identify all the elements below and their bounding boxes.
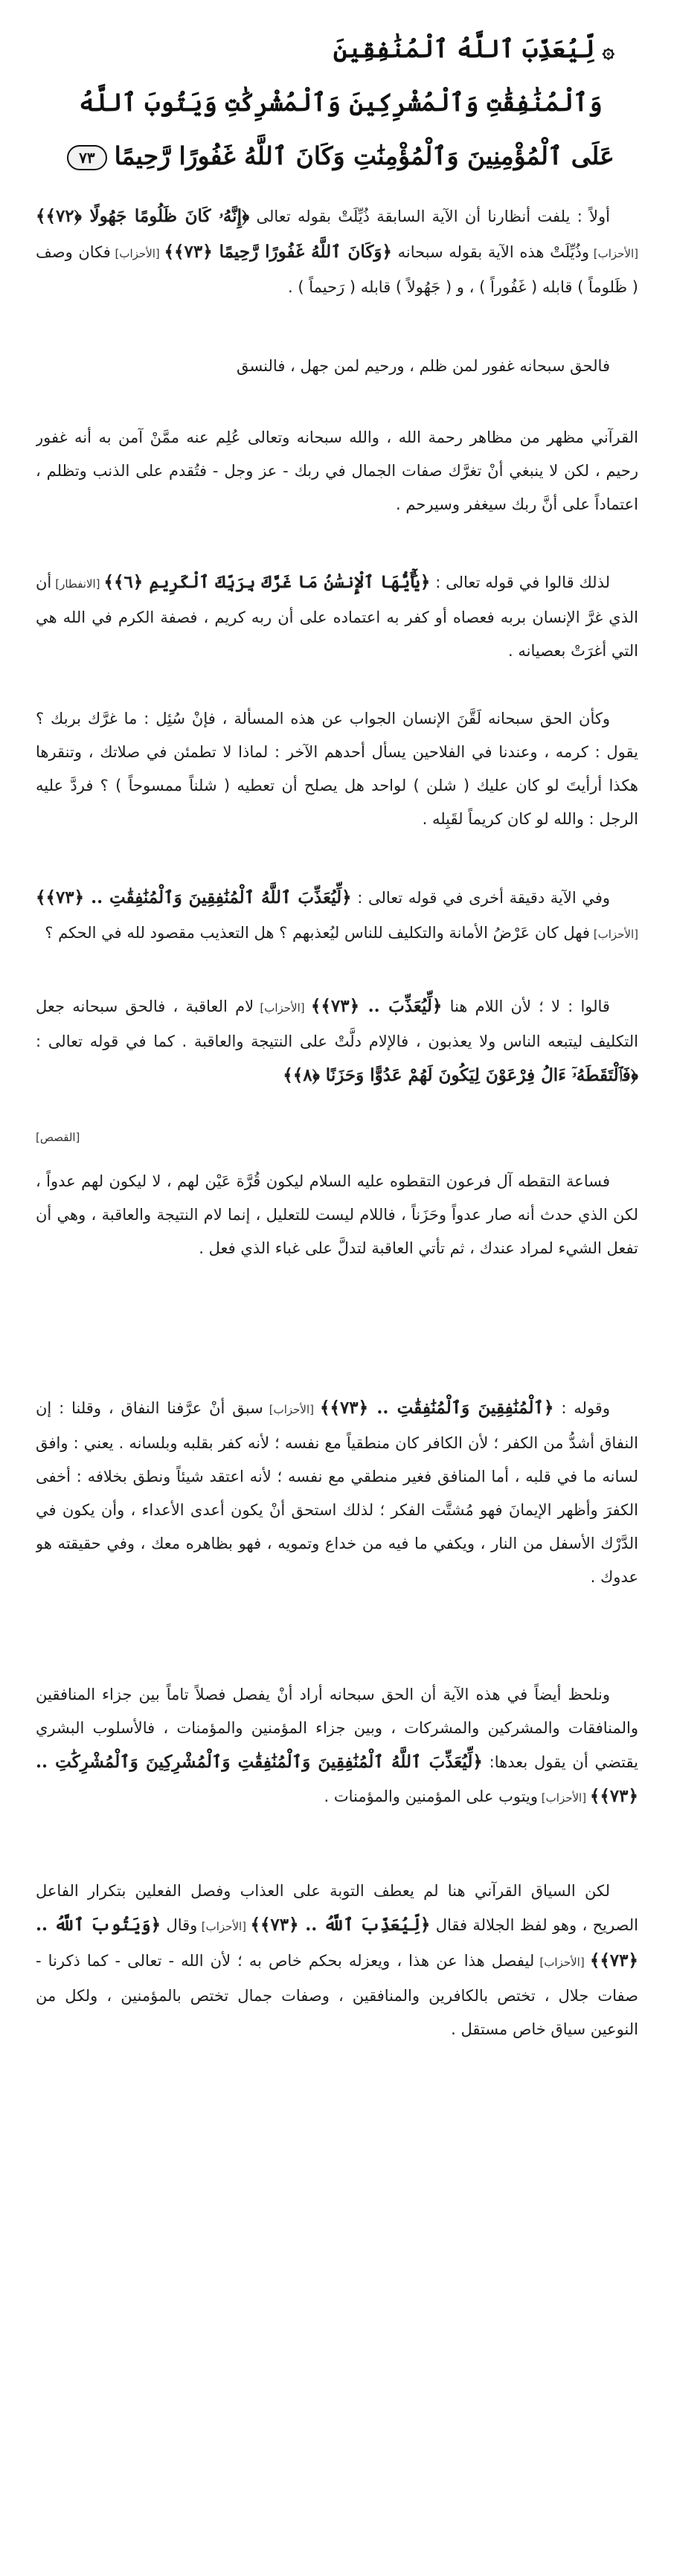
paragraph-text: وكأن الحق سبحانه لَقَّنَ الإنسان الجواب عن هذه المسألة ، فإنْ سُئِل : ما غرَّك بربك ؟ يقول : كرمه ، وعندنا في الفلاحين يسأل أحدهم الآخر : لماذا لا تطمئن في صلاتك ، وتنقرها هكذا أرأيتَ لو كان عليك ( شلن ) لواحد هل يصلح أن تعطيه ( شلناً ممسوحاً ) ؟ فردَّ عليه الرجل : والله لو كان كريماً لقَبِله . bbox=[36, 710, 638, 828]
verse-line-2: وَٱلْمُنَٰفِقَٰتِ وَٱلْمُشْرِكِينَ وَٱلْمُشْرِكَٰتِ وَيَتُوبَ ٱللَّهُ bbox=[79, 88, 603, 117]
paragraph-text: لام العاقبة ، فالحق سبحانه جعل التكليف ليتبعه الناس ولا يعذبون ، فالإلام دلَّتْ على النتيجة والعاقبة . كما في قوله تعالى : bbox=[36, 998, 638, 1050]
paragraph bbox=[36, 702, 638, 873]
surah-reference: [الانفطار] bbox=[51, 577, 104, 591]
paragraph-text: ويتوب على المؤمنين والمؤمنات . bbox=[324, 1788, 539, 1805]
verse-line-3 bbox=[67, 129, 614, 183]
quran-quote: ﴿لِّيُعَذِّبَ ٱللَّهُ ٱلْمُنَٰفِقِينَ وَٱلْمُنَٰفِقَٰتِ .. ﴿٧٣﴾﴾ bbox=[36, 887, 352, 908]
paragraph-text: وقال bbox=[161, 1916, 198, 1934]
paragraph-text: ليفصل هذا عن هذا ، ويعزله بحكم خاص به ؛ لأن الله - تعالى - كما ذكرنا - صفات جلال ، تختص بالكافرين والمنافقين ، وصفات جمال تختص بالمؤمنين ، ولكل من النوعين سياق خاص مستقل . bbox=[36, 1952, 638, 2038]
verse-line-3-text: عَلَى ٱلْمُؤْمِنِينَ وَٱلْمُؤْمِنَٰتِ وَكَانَ ٱللَّهُ غَفُورًا رَّحِيمًا bbox=[114, 141, 614, 170]
paragraph bbox=[36, 1165, 638, 1299]
surah-reference: [الأحزاب] bbox=[538, 1791, 590, 1805]
quran-quote: ﴿لِّيُعَذِّبَ .. ﴿٧٣﴾﴾ bbox=[310, 996, 443, 1016]
surah-reference: [الأحزاب] bbox=[197, 1920, 251, 1933]
paragraph-text: وقوله : bbox=[553, 1399, 610, 1417]
paragraph-text: فالحق سبحانه غفور لمن ظلم ، ورحيم لمن جهل ، فالنسق bbox=[236, 357, 610, 375]
quran-verse bbox=[67, 22, 614, 193]
surah-reference: [الأحزاب] bbox=[263, 1403, 320, 1416]
paragraph bbox=[36, 1391, 638, 1659]
paragraph bbox=[36, 421, 638, 559]
surah-reference: [الأحزاب] bbox=[534, 1956, 590, 1969]
paragraph-text: فهل كان عَرْضُ الأمانة والتكليف للناس ليُعذبهم ؟ هل التعذيب مقصود لله في الحكم ؟ bbox=[45, 924, 590, 942]
quran-quote: ﴿وَكَانَ ٱللَّهُ غَفُورًا رَّحِيمًا ﴿٧٣﴾﴾ bbox=[164, 242, 392, 262]
paragraph bbox=[36, 1875, 638, 2090]
paragraph bbox=[36, 881, 638, 985]
quran-quote: ﴿لِّيُعَذِّبَ ٱللَّهُ ٱلْمُنَٰفِقِينَ وَٱلْمُنَٰفِقَٰتِ وَٱلْمُشْرِكِينَ وَٱلْمُشْرِكَٰتِ .. ﴿٧٣﴾﴾ bbox=[36, 1752, 638, 1806]
paragraph-text: القرآني مظهر من مظاهر رحمة الله ، والله سبحانه وتعالى عُلِم عنه ممَّنْ آمن به أنه غفور رحيم ، لكن لا ينبغي أنْ تغرَّك صفات الجمال في ربك - عز وجل - فتُقدم على الذنب وتظلم ، اعتماداً على أنَّ ربك سيغفر وسيرحم . bbox=[36, 428, 638, 513]
paragraph-text: وذُيِّلَتْ هذه الآية بقوله سبحانه bbox=[391, 243, 590, 261]
surah-reference: [الأحزاب] bbox=[254, 1001, 311, 1015]
quran-quote: ﴿وَيَتُوبَ ٱللَّهُ .. ﴿٧٣﴾﴾ bbox=[36, 1915, 638, 1970]
paragraph-text: أولاً : يلفت أنظارنا أن الآية السابقة ذُيِّلَتْ بقوله تعالى bbox=[249, 208, 611, 225]
paragraph-text: فكان وصف ( ظَلوماً ) قابله ( غَفُوراً ) ، و ( جَهُولاً ) قابله ( رَحيماً ) . bbox=[36, 243, 638, 296]
paragraph-text: أن الذي غرَّ الإنسان بربه فعصاه أو كفر به اعتماده على أن ربه كريم ، فصفة الكرم في الله هي التي أغرَتْ بعصيانه . bbox=[36, 574, 638, 660]
verse-line-1 bbox=[67, 22, 614, 76]
paragraph-text: ونلحظ أيضاً في هذه الآية أن الحق سبحانه أراد أنْ يفصل فصلاً تاماً بين جزاء المنافقين والمنافقات والمشركين والمشركات ، وبين جزاء المؤمنين والمؤمنات ، فالأسلوب البشري يقتضي أن يقول بعدها: bbox=[36, 1686, 638, 1771]
surah-reference: [القصص] bbox=[36, 1131, 80, 1144]
quran-quote: ﴿ٱلْمُنَٰفِقِينَ وَٱلْمُنَٰفِقَٰتِ .. ﴿٧٣﴾﴾ bbox=[319, 1398, 554, 1418]
paragraph-text: لذلك قالوا في قوله تعالى : bbox=[430, 574, 611, 591]
paragraph-text: سبق أنْ عرَّفنا النفاق ، وقلنا : إن النفاق أشدُّ من الكفر ؛ لأن الكافر كان منطقياً مع نفسه ؛ لأنه كفر بقلبه وبلسانه . يعني : وافق لسانه ما في قلبه ، أما المنافق فغير منطقي مع نفسه ؛ لأنه اعتقد شيئاً ونطق بخلافه : أخفى الكفرَ وأظهر الإيمانَ فهو مُشتَّت الفكر ؛ لذلك استحق أنْ يكون أعدى الأعداء ، وأن يكون في الدَّرْك الأسفل من النار ، ويكفي ما فيه من خداع وتمويه ، فهو بظاهره معك ، وفي حقيقته هو عدوك . bbox=[36, 1399, 638, 1586]
paragraph-text: فساعة التقطه آل فرعون التقطوه عليه السلام ليكون قُرَّة عَيْن لهم ، لا ليكون لهم عدواً ، لكن الذي حدث أنه صار عدواً وحَزَناً ، فاللام ليست للتعليل ، إنما لام النتيجة والعاقبة ، وهي أن تفعل الشيء لمراد عندك ، ثم تأتي العاقبة لتدلَّ على غباء الذي فعل . bbox=[36, 1172, 638, 1257]
verse-line-1-text: لِّيُعَذِّبَ ٱللَّهُ ٱلْمُنَٰفِقِينَ bbox=[333, 34, 595, 63]
ayah-number-badge: ٧٣ bbox=[67, 145, 106, 170]
quran-quote: ﴿لِّيُعَذِّبَ ٱللَّهُ .. ﴿٧٣﴾﴾ bbox=[250, 1915, 431, 1935]
quran-quote: ﴿إِنَّهُۥ كَانَ ظَلُومًا جَهُولًا ﴿٧٢﴾﴾ bbox=[36, 206, 250, 226]
paragraph bbox=[36, 350, 638, 384]
paragraph bbox=[36, 1678, 638, 1849]
surah-reference: [الأحزاب] bbox=[110, 247, 164, 260]
surah-reference: [الأحزاب] bbox=[589, 247, 638, 260]
quran-quote: ﴿فَٱلْتَقَطَهُۥٓ ءَالُ فِرْعَوْنَ لِيَكُونَ لَهُمْ عَدُوًّا وَحَزَنًا ﴿٨﴾﴾ bbox=[283, 1065, 638, 1085]
paragraph-text: لكن السياق القرآني هنا لم يعطف التوبة على العذاب وفصل الفعلين بتكرار الفاعل الصريح ، وهو لفظ الجلالة فقال bbox=[36, 1882, 638, 1934]
paragraph bbox=[36, 199, 638, 333]
rub-el-hizb-icon: ۞ bbox=[602, 38, 614, 62]
paragraph bbox=[36, 989, 638, 1131]
quran-quote: ﴿يَٰٓأَيُّهَا ٱلْإِنسَٰنُ مَا غَرَّكَ بِرَبِّكَ ٱلْكَرِيمِ ﴿٦﴾﴾ bbox=[103, 572, 431, 592]
paragraph bbox=[36, 565, 638, 699]
surah-reference: [الأحزاب] bbox=[589, 928, 638, 941]
paragraph-text: وفي الآية دقيقة أخرى في قوله تعالى : bbox=[351, 889, 610, 907]
paragraph-text: قالوا : لا ؛ لأن اللام هنا bbox=[442, 998, 610, 1015]
